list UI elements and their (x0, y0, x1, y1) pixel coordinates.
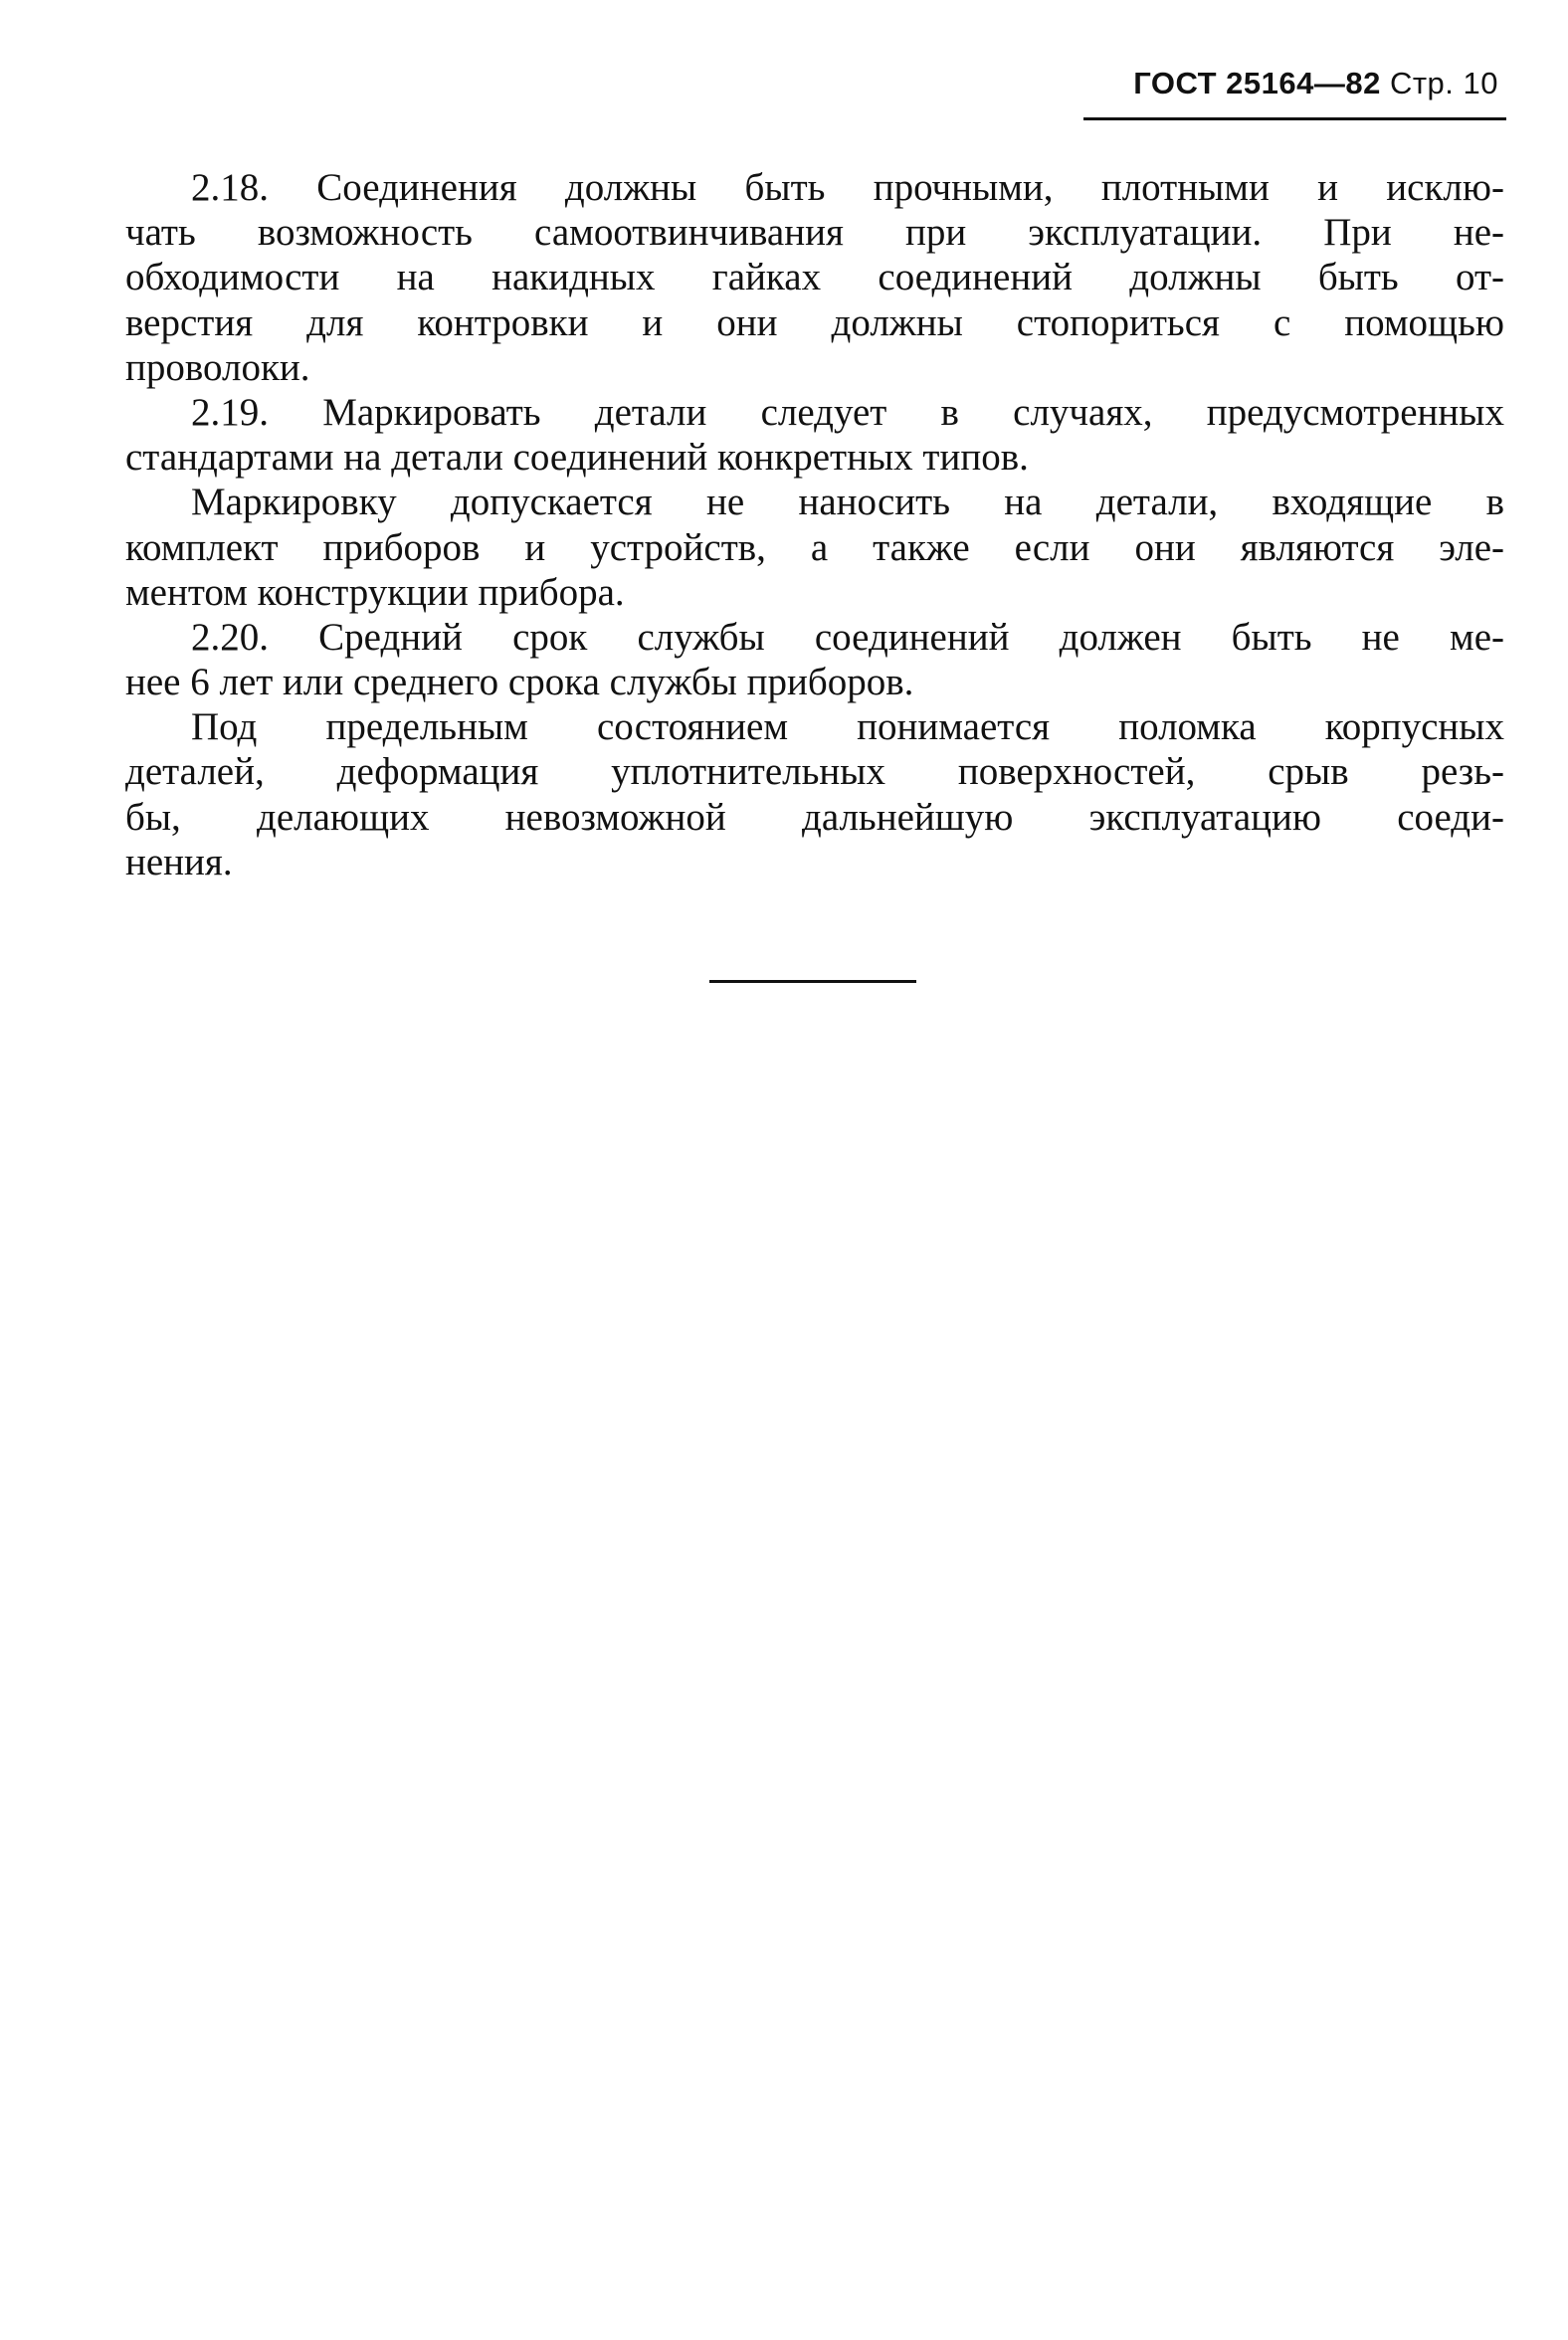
standard-number: ГОСТ 25164—82 (1133, 66, 1381, 100)
text-line: 2.20. Средний срок службы соединений должен быть не ме- (191, 615, 1504, 659)
page-number: Стр. 10 (1389, 66, 1498, 100)
header-rule (1083, 117, 1506, 120)
text-line: комплект приборов и устройств, а также если они являются эле- (125, 525, 1504, 569)
running-header (1133, 66, 1498, 101)
text-line: Под предельным состоянием понимается поломка корпусных (191, 705, 1504, 749)
end-of-section-rule (709, 980, 916, 983)
text-line: обходимости на накидных гайках соединений должны быть от- (125, 256, 1504, 299)
text-line: ментом конструкции прибора. (125, 570, 625, 614)
text-line: 2.18. Соединения должны быть прочными, плотными и исклю- (191, 166, 1504, 209)
text-line: стандартами на детали соединений конкретных типов. (125, 436, 1029, 480)
text-line: деталей, деформация уплотнительных поверхностей, срыв резь- (125, 750, 1504, 794)
text-line: проволоки. (125, 345, 310, 389)
body-text (125, 165, 1504, 884)
text-line: бы, делающих невозможной дальнейшую эксплуатацию соеди- (125, 795, 1504, 839)
text-line: 2.19. Маркировать детали следует в случаях, предусмотренных (191, 390, 1504, 434)
text-line: нения. (125, 840, 233, 883)
text-line: нее 6 лет или среднего срока службы приборов. (125, 661, 914, 704)
text-line: верстия для контровки и они должны стопориться с помощью (125, 300, 1504, 344)
text-line: Маркировку допускается не наносить на детали, входящие в (191, 481, 1504, 524)
text-line: чать возможность самоотвинчивания при эксплуатации. При не- (125, 211, 1504, 255)
